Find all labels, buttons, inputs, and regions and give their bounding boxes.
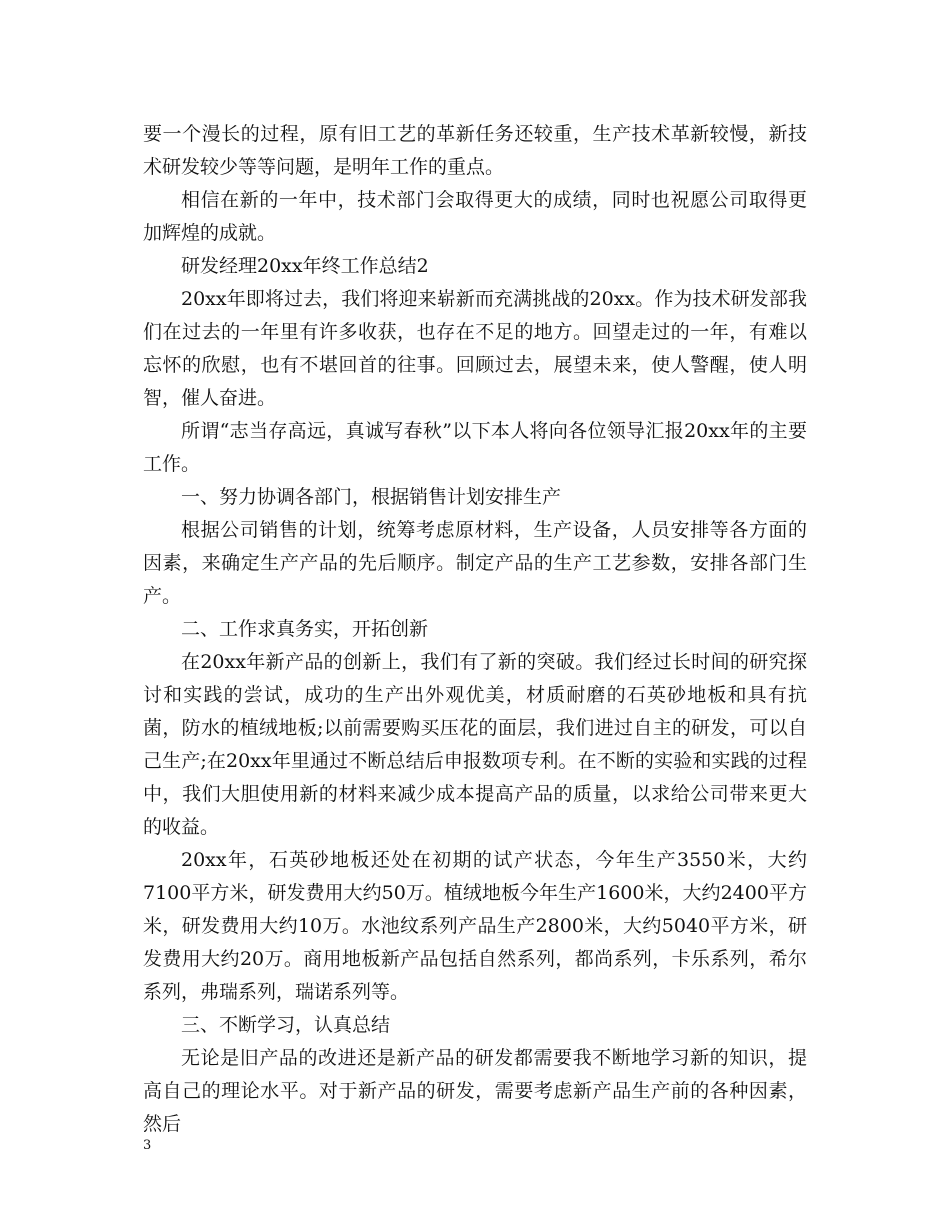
section-heading: 三、不断学习，认真总结 — [181, 1014, 391, 1036]
page-number: 3 — [143, 1138, 152, 1153]
section-title: 研发经理20xx年终工作总结2 — [181, 255, 429, 277]
paragraph: 20xx年即将过去，我们将迎来崭新而充满挑战的20xx。作为技术研发部我们在过去的一年里有许多收获，也存在不足的地方。回望走过的一年，有难以忘怀的欣慰，也有不堪回首的往事。回顾过去，展望未来，使人警醒，使人明智，催人奋进。 — [143, 288, 807, 409]
paragraph: 在20xx年新产品的创新上，我们有了新的突破。我们经过长时间的研究探讨和实践的尝试，成功的生产出外观优美，材质耐磨的石英砂地板和具有抗菌，防水的植绒地板;以前需要购买压花的面层，我们进过自主的研发，可以自己生产;在20xx年里通过不断总结后申报数项专利。在不断的实验和实践的过程中，我们大胆使用新的材料来减少成本提高产品的质量，以求给公司带来更大的收益。 — [143, 651, 807, 838]
section-heading: 二、工作求真务实，开拓创新 — [181, 618, 429, 640]
paragraph: 20xx年，石英砂地板还处在初期的试产状态，今年生产3550米，大约7100平方米，研发费用大约50万。植绒地板今年生产1600米，大约2400平方米，研发费用大约10万。水池纹系列产品生产2800米，大约5040平方米，研发费用大约20万。商用地板新产品包括自然系列，都尚系列，卡乐系列，希尔系列，弗瑞系列，瑞诺系列等。 — [143, 849, 807, 1003]
paragraph: 相信在新的一年中，技术部门会取得更大的成绩，同时也祝愿公司取得更加辉煌的成就。 — [143, 189, 807, 244]
section-heading: 一、努力协调各部门，根据销售计划安排生产 — [181, 486, 562, 508]
paragraph: 所谓“志当存高远，真诚写春秋”以下本人将向各位领导汇报20xx年的主要工作。 — [143, 420, 807, 475]
document-body — [143, 118, 807, 1141]
paragraph: 无论是旧产品的改进还是新产品的研发都需要我不断地学习新的知识，提高自己的理论水平。对于新产品的研发，需要考虑新产品生产前的各种因素，然后 — [143, 1047, 807, 1135]
paragraph: 根据公司销售的计划，统筹考虑原材料，生产设备，人员安排等各方面的因素，来确定生产产品的先后顺序。制定产品的生产工艺参数，安排各部门生产。 — [143, 519, 807, 607]
paragraph: 要一个漫长的过程，原有旧工艺的革新任务还较重，生产技术革新较慢，新技术研发较少等等问题，是明年工作的重点。 — [143, 123, 807, 178]
